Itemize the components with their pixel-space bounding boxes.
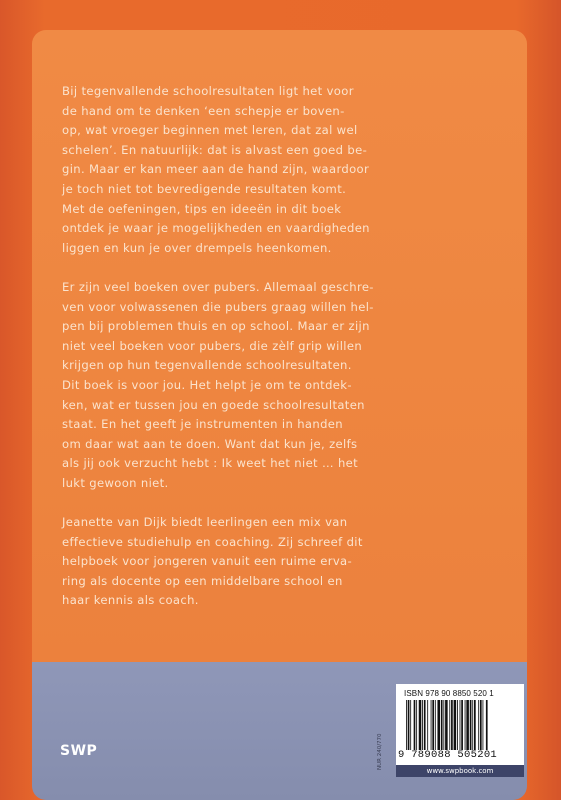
- barcode-bar: [443, 700, 444, 750]
- barcode-bar: [408, 700, 410, 750]
- publisher-logo: SWP: [60, 743, 98, 759]
- barcode-bar: [431, 700, 432, 750]
- barcode-bar: [441, 700, 443, 750]
- barcode-bar: [483, 700, 484, 750]
- barcode-bar: [465, 700, 466, 750]
- barcode-bar: [472, 700, 473, 750]
- website-link[interactable]: www.swpbook.com: [426, 767, 494, 775]
- barcode-bar: [422, 700, 423, 750]
- barcode-bar: [451, 700, 453, 750]
- barcode-bar: [432, 700, 434, 750]
- barcode-bar: [486, 700, 488, 750]
- blurb-paragraph-1: Bij tegenvallende schoolresultaten ligt het voor de hand om te denken ‘een schepje er boven- op, wat vroeger beginnen met leren, dat zal wel schelen’. En natuurlijk: dat is alvast een goed be- gin. Maar er kan meer aan de hand zijn, waardoor je toch niet tot bevredigende resultaten komt. Met de oefeningen, tips en ideeën in dit boek ontdek je waar je mogelijkheden en vaardigheden liggen en kun je over drempels heenkomen.: [62, 84, 370, 255]
- blurb-paragraph-2: Er zijn veel boeken over pubers. Allemaal geschre- ven voor volwassenen die pubers graag willen hel- pen bij problemen thuis en op school. Maar er zijn niet veel boeken voor pubers, die zèlf grip willen krijgen op hun tegenvallende schoolresultaten. Dit boek is voor jou. Het helpt je om te ontdek- ken, wat er tussen jou en goede schoolresultaten staat. En het geeft je instrumenten in handen om daar wat aan te doen. Want dat kun je, zelfs als jij ook verzucht hebt : Ik weet het niet … het lukt gewoon niet.: [62, 279, 374, 490]
- barcode-bar: [460, 700, 461, 750]
- barcode-bar: [466, 700, 469, 750]
- barcode-bar: [449, 700, 450, 750]
- barcode-bar: [437, 700, 440, 750]
- back-cover-blurb: [62, 82, 510, 631]
- barcode-bar: [457, 700, 458, 750]
- barcode-bar: [410, 700, 411, 750]
- barcode-bar: [406, 700, 407, 750]
- barcode-bar: [480, 700, 482, 750]
- barcode-bar: [474, 700, 476, 750]
- barcode-bar: [454, 700, 457, 750]
- barcode-bar: [461, 700, 463, 750]
- barcode-bar: [419, 700, 422, 750]
- barcode-bar: [424, 700, 426, 750]
- barcode-digits: 9 789088 505201: [398, 749, 498, 761]
- barcode-bar: [414, 700, 416, 750]
- barcode-bar: [445, 700, 448, 750]
- blurb-paragraph-3: Jeanette van Dijk biedt leerlingen een mix van effectieve studiehulp en coaching. Zij schreef dit helpboek voor jongeren vanuit een ruime erva- ring als docente op een middelbare school en haar kennis als coach.: [62, 515, 363, 608]
- isbn-label: ISBN 978 90 8850 520 1: [404, 689, 494, 698]
- barcode-bar: [435, 700, 436, 750]
- barcode-bar: [478, 700, 479, 750]
- barcode-bar: [416, 700, 417, 750]
- barcode-image: [404, 700, 516, 750]
- nur-code: NUR 240/770: [377, 733, 383, 770]
- barcode-bar: [470, 700, 472, 750]
- barcode-bar: [427, 700, 428, 750]
